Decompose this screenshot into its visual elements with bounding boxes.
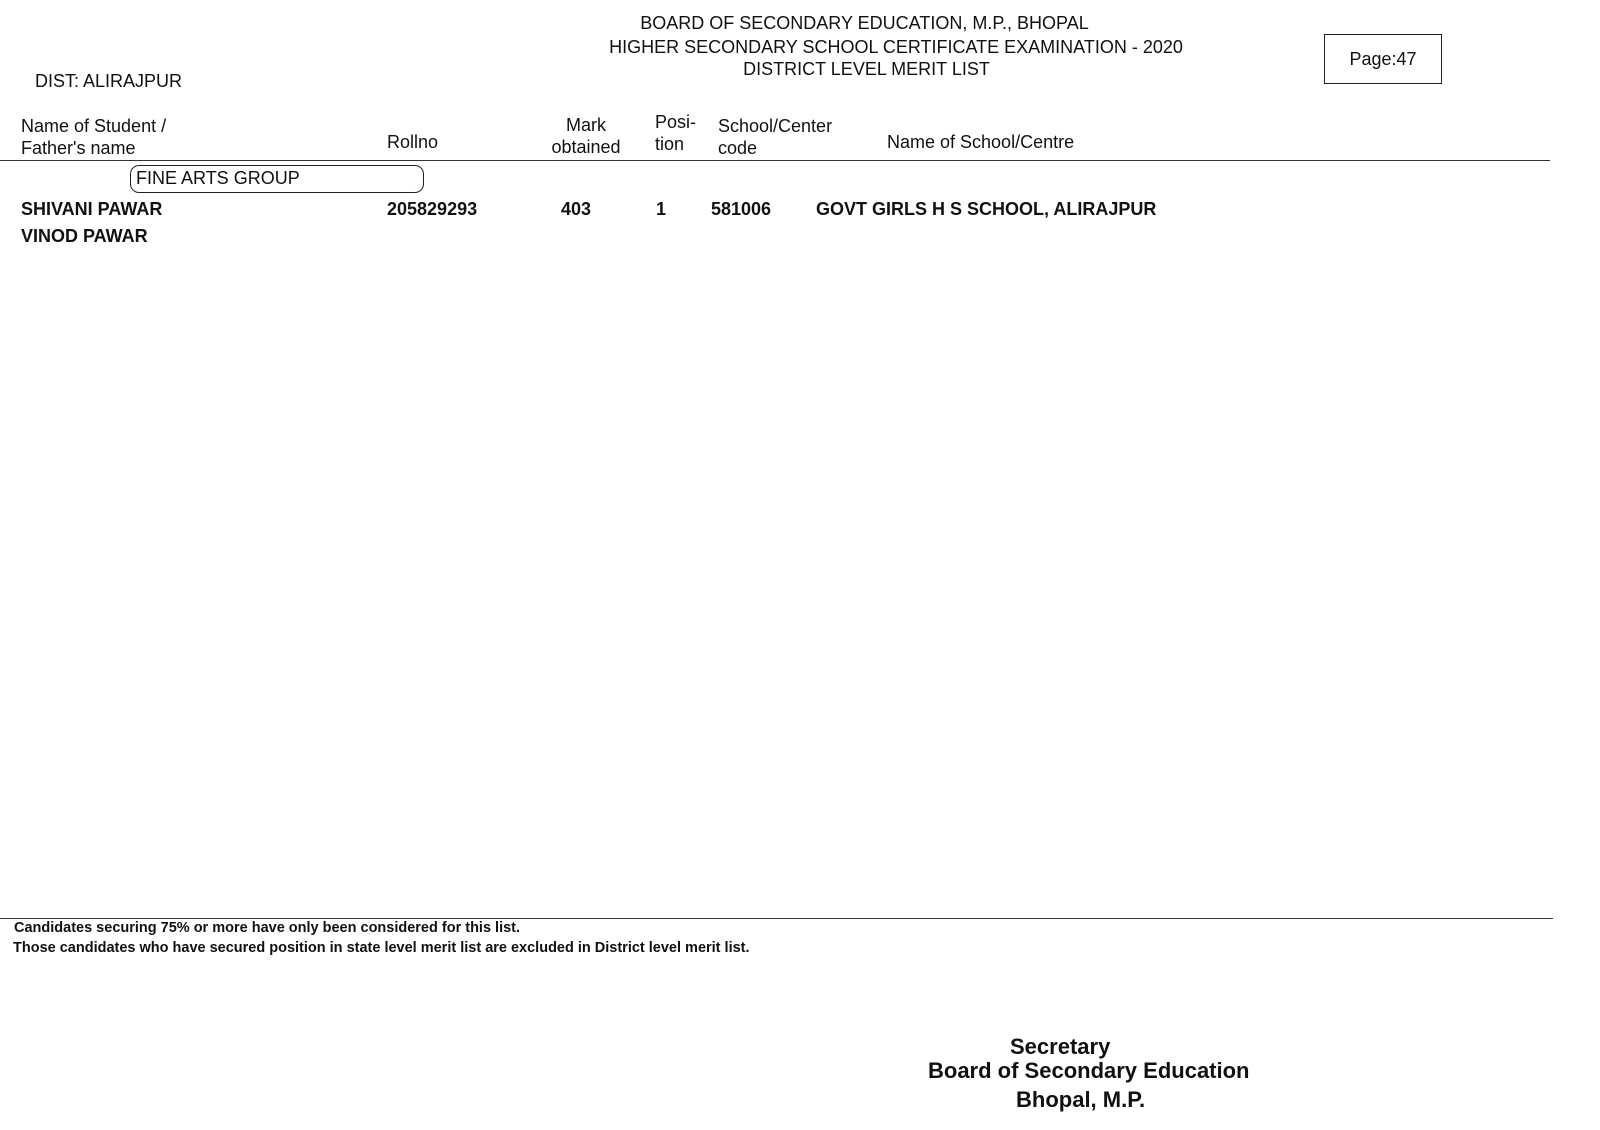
rollno-value: 205829293 [387, 199, 478, 219]
note-line-2: Those candidates who have secured position in state level merit list are excluded in District level merit list. [13, 940, 750, 956]
column-header-school-code-line2: code [718, 138, 758, 158]
group-label: FINE ARTS GROUP [130, 165, 424, 193]
column-header-marks-line2: obtained [551, 137, 621, 157]
student-name: SHIVANI PAWAR [21, 199, 163, 219]
column-header-marks [546, 114, 626, 158]
column-header-name-line1: Name of Student / [21, 116, 167, 136]
school-code-value: 581006 [711, 199, 772, 219]
page-number: 47 [1396, 48, 1417, 69]
column-header-rollno: Rollno [387, 132, 439, 152]
column-header-position [655, 111, 696, 155]
school-name-value: GOVT GIRLS H S SCHOOL, ALIRAJPUR [816, 199, 1157, 219]
page-number-box [1324, 34, 1442, 84]
father-name: VINOD PAWAR [21, 226, 148, 246]
column-header-name-line2: Father's name [21, 138, 136, 158]
column-header-school-code [718, 115, 832, 159]
district-label: DIST: ALIRAJPUR [35, 71, 183, 91]
marks-value: 403 [561, 199, 592, 219]
column-header-name [21, 115, 166, 159]
list-title: DISTRICT LEVEL MERIT LIST [743, 59, 990, 79]
position-value: 1 [656, 199, 667, 219]
footer-divider [0, 918, 1553, 919]
page-label: Page: [1349, 48, 1397, 69]
signature-location: Bhopal, M.P. [1016, 1087, 1146, 1112]
signature-title: Secretary [1010, 1034, 1111, 1059]
column-header-position-line1: Posi- [655, 112, 697, 132]
header-divider [0, 160, 1550, 161]
column-header-marks-line1: Mark [566, 115, 606, 135]
column-header-school-code-line1: School/Center [718, 116, 833, 136]
column-header-school-name: Name of School/Centre [887, 132, 1075, 152]
column-header-position-line2: tion [655, 134, 685, 154]
board-title: BOARD OF SECONDARY EDUCATION, M.P., BHOPAL [640, 13, 1089, 33]
exam-title: HIGHER SECONDARY SCHOOL CERTIFICATE EXAMINATION - 2020 [609, 37, 1183, 57]
note-line-1: Candidates securing 75% or more have only been considered for this list. [14, 920, 521, 936]
signature-board: Board of Secondary Education [928, 1058, 1250, 1083]
